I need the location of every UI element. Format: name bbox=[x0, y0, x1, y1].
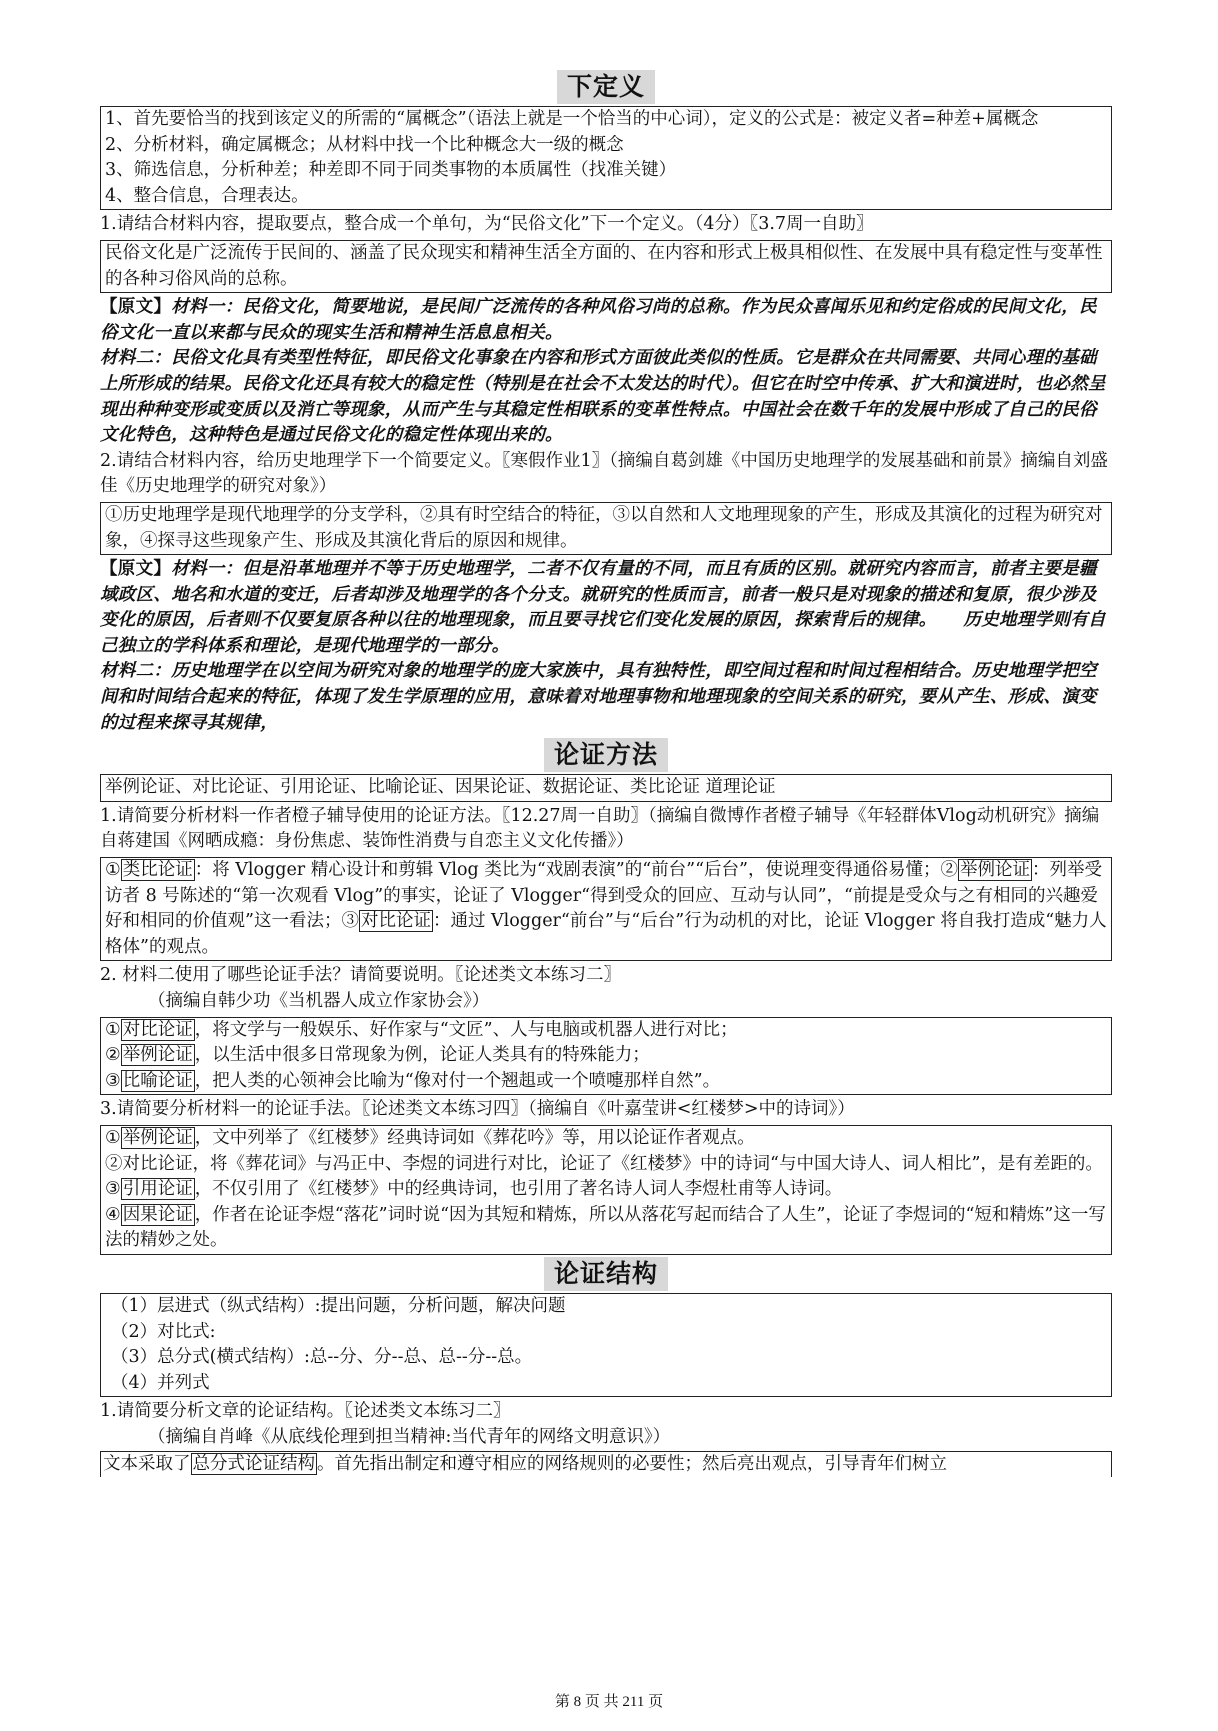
source-text: 材料一：但是沿革地理并不等于历史地理学，二者不仅有量的不同，而且有质的区别。就研究内容而言，前者主要是疆域政区、地名和水道的变迁，后者却涉及地理学的各个分支。就研究的性质而言，前者一般只是对现象的描述和复原，很少涉及变化的原因，后者则不仅要复原各种以往的地理现象，而且要寻找它们变化发展的原因，探索背后的规律。 历史地理学则有自己独立的学科体系和理论，是现代地理学的一部分。 bbox=[100, 559, 1106, 656]
section-title-structure: 论证结构 bbox=[544, 1257, 668, 1291]
definition-q1-source bbox=[100, 295, 1112, 346]
keyword-box: 因果论证 bbox=[122, 1204, 193, 1225]
answer-text: 。首先指出制定和遵守相应的网络规则的必要性；然后亮出观点，引导青年们树立 bbox=[317, 1453, 947, 1474]
keyword-box: 引用论证 bbox=[122, 1179, 193, 1200]
structure-types-box bbox=[100, 1293, 1112, 1397]
answer-item: ④ 因果论证 ，作者在论证李煜“落花”词时说“因为其短和精炼，所以从落花写起而结合了人生”，论证了李煜词的“短和精炼”这一写法的精妙之处。 bbox=[105, 1204, 1106, 1251]
keyword-box: 对比论证 bbox=[360, 911, 431, 932]
document-page bbox=[100, 70, 1112, 1477]
method-summary-box: 举例论证、对比论证、引用论证、比喻论证、因果论证、数据论证、类比论证 道理论证 bbox=[100, 774, 1112, 802]
source-tag: 【原文】 bbox=[100, 297, 172, 318]
definition-q2-source bbox=[100, 557, 1112, 659]
answer-text: 文本采取了 bbox=[103, 1453, 191, 1474]
section-title-method: 论证方法 bbox=[544, 738, 668, 772]
definition-q1: 1.请结合材料内容，提取要点，整合成一个单句，为“民俗文化”下一个定义。（4分）〖3.7周一自助〗 bbox=[100, 214, 874, 235]
definition-q1-source2: 材料二：民俗文化具有类型性特征，即民俗文化事象在内容和形式方面彼此类似的性质。它是群众在共同需要、共同心理的基础上所形成的结果。民俗文化还具有较大的稳定性（特别是在社会不太发达的时代）。但它在时空中传承、扩大和演进时，也必然呈现出种种变形或变质以及消亡等现象，从而产生与其稳定性相联系的变革性特点。中国社会在数千年的发展中形成了自己的民俗文化特色，这种特色是通过民俗文化的稳定性体现出来的。 bbox=[100, 348, 1106, 446]
method-q2-source: （摘编自韩少功《当机器人成立作家协会》） bbox=[148, 991, 490, 1011]
answer-item: ③ 比喻论证 ，把人类的心领神会比喻为“像对付一个翘趄或一个喷嚏那样自然”。 bbox=[105, 1070, 721, 1091]
method-q1: 1.请简要分析材料一作者橙子辅导使用的论证方法。〖12.27周一自助〗（摘编自微博作者橙子辅导《年轻群体Vlog动机研究》摘编自蒋建国《网晒成瘾：身份焦虑、装饰性消费与自恋主义文化传播》） bbox=[100, 805, 1100, 852]
structure-type: （1）层进式（纵式结构）:提出问题，分析问题，解决问题 bbox=[111, 1295, 566, 1316]
answer-item: ① 举例论证 ，文中列举了《红楼梦》经典诗词如《葬花吟》等，用以论证作者观点。 bbox=[105, 1127, 755, 1148]
answer-text: ：将 Vlogger 精心设计和剪辑 Vlog 类比为“戏剧表演”的“前台”“后台”，使说理变得通俗易懂；② bbox=[194, 860, 959, 881]
method-q1-answer: ① 类比论证 ：将 Vlogger 精心设计和剪辑 Vlog 类比为“戏剧表演”的“前台”“后台”，使说理变得通俗易懂；② 举例论证 ：列举受访者 8 号陈述的“第一次观看 Vlog”的事实，论证了 Vlogger“得到受众的回应、互动与认同”，“前提是受众与之有相同的兴趣爱好和相同的价值观”这一看法；③ 对比论证 ：通过 Vlogger“前台”与“后台”行为动机的对比，论证 Vlogger 将自我打造成“魅力人格体”的观点。 bbox=[100, 857, 1112, 961]
structure-q1-answer bbox=[100, 1451, 1112, 1478]
structure-type: （4）并列式 bbox=[111, 1372, 210, 1393]
answer-item: ② 举例论证 ，以生活中很多日常现象为例，论证人类具有的特殊能力； bbox=[105, 1045, 650, 1066]
definition-q2-answer: ①历史地理学是现代地理学的分支学科，②具有时空结合的特征，③以自然和人文地理现象的产生，形成及其演化的过程为研究对象，④探寻这些现象产生、形成及其演化背后的原因和规律。 bbox=[100, 502, 1112, 555]
definition-q2: 2.请结合材料内容，给历史地理学下一个简要定义。〖寒假作业1〗（摘编自葛剑雄《中国历史地理学的发展基础和前景》摘编自刘盛佳《历史地理学的研究对象》） bbox=[100, 450, 1108, 497]
source-text: 材料一：民俗文化，简要地说，是民间广泛流传的各种风俗习尚的总称。作为民众喜闻乐见和约定俗成的民间文化，民俗文化一直以来都与民众的现实生活和精神生活息息相关。 bbox=[100, 297, 1097, 343]
section-title-definition: 下定义 bbox=[557, 70, 655, 104]
keyword-box: 对比论证 bbox=[122, 1019, 193, 1040]
answer-item: ②对比论证，将《葬花词》与冯正中、李煜的词进行对比，论证了《红楼梦》中的诗词“与中国大诗人、词人相比”，是有差距的。 bbox=[105, 1153, 1103, 1174]
method-q2-answer bbox=[100, 1017, 1112, 1096]
keyword-box: 比喻论证 bbox=[122, 1070, 193, 1091]
keyword-box: 举例论证 bbox=[122, 1127, 193, 1148]
method-q3-answer bbox=[100, 1125, 1112, 1255]
page-footer: 第 8 页 共 211 页 bbox=[554, 1694, 664, 1710]
rule-1: 1、首先要恰当的找到该定义的所需的“属概念”（语法上就是一个恰当的中心词），定义的公式是：被定义者=种差+属概念 bbox=[105, 109, 1039, 129]
structure-type: （3）总分式(横式结构）:总--分、分--总、总--分--总。 bbox=[111, 1347, 533, 1368]
rule-4: 4、整合信息，合理表达。 bbox=[105, 185, 309, 206]
source-tag: 【原文】 bbox=[100, 559, 172, 580]
keyword-box: 举例论证 bbox=[960, 860, 1031, 881]
answer-item: ③ 引用论证 ，不仅引用了《红楼梦》中的经典诗词，也引用了著名诗人词人李煜杜甫等人诗词。 bbox=[105, 1179, 843, 1200]
keyword-box: 总分式论证结构 bbox=[192, 1453, 315, 1474]
structure-q1: 1.请简要分析文章的论证结构。〖论述类文本练习二〗 bbox=[100, 1401, 511, 1422]
rule-3: 3、筛选信息，分析种差；种差即不同于同类事物的本质属性（找准关键） bbox=[105, 160, 677, 181]
answer-text: ：列举受访者 8 号陈述的“第一次观看 Vlog”的事实，论证了 Vlogger“得到受众的回应、互动与认同”，“前提是受众与之有相同的兴趣爱好和相同的价值观”这一看法；③ bbox=[105, 860, 1103, 932]
answer-item: ① 对比论证 ，将文学与一般娱乐、好作家与“文匠”、人与电脑或机器人进行对比； bbox=[105, 1019, 738, 1040]
structure-type: （2）对比式: bbox=[111, 1321, 216, 1342]
rule-2: 2、分析材料，确定属概念；从材料中找一个比种概念大一级的概念 bbox=[105, 134, 624, 155]
keyword-box: 类比论证 bbox=[122, 860, 193, 881]
method-q3: 3.请简要分析材料一的论证手法。〖论述类文本练习四〗（摘编自《叶嘉莹讲<红楼梦>中的诗词》） bbox=[100, 1099, 855, 1120]
structure-q1-source: （摘编自肖峰《从底线伦理到担当精神:当代青年的网络文明意识》） bbox=[148, 1426, 671, 1447]
answer-text: ：通过 Vlogger“前台”与“后台”行为动机的对比，论证 Vlogger 将自我打造成“魅力人格体”的观点。 bbox=[105, 911, 1107, 957]
definition-q2-source2: 材料二：历史地理学在以空间为研究对象的地理学的庞大家族中，具有独特性，即空间过程和时间过程相结合。历史地理学把空间和时间结合起来的特征，体现了发生学原理的应用，意味着对地理事物和地理现象的空间关系的研究，要从产生、形成、演变的过程来探寻其规律， bbox=[100, 661, 1097, 733]
method-q2: 2. 材料二使用了哪些论证手法？请简要说明。〖论述类文本练习二〗 bbox=[100, 965, 622, 986]
keyword-box: 举例论证 bbox=[122, 1045, 193, 1066]
definition-rules-box bbox=[100, 106, 1112, 210]
definition-q1-answer: 民俗文化是广泛流传于民间的、涵盖了民众现实和精神生活全方面的、在内容和形式上极具相似性、在发展中具有稳定性与变革性的各种习俗风尚的总称。 bbox=[100, 240, 1112, 293]
